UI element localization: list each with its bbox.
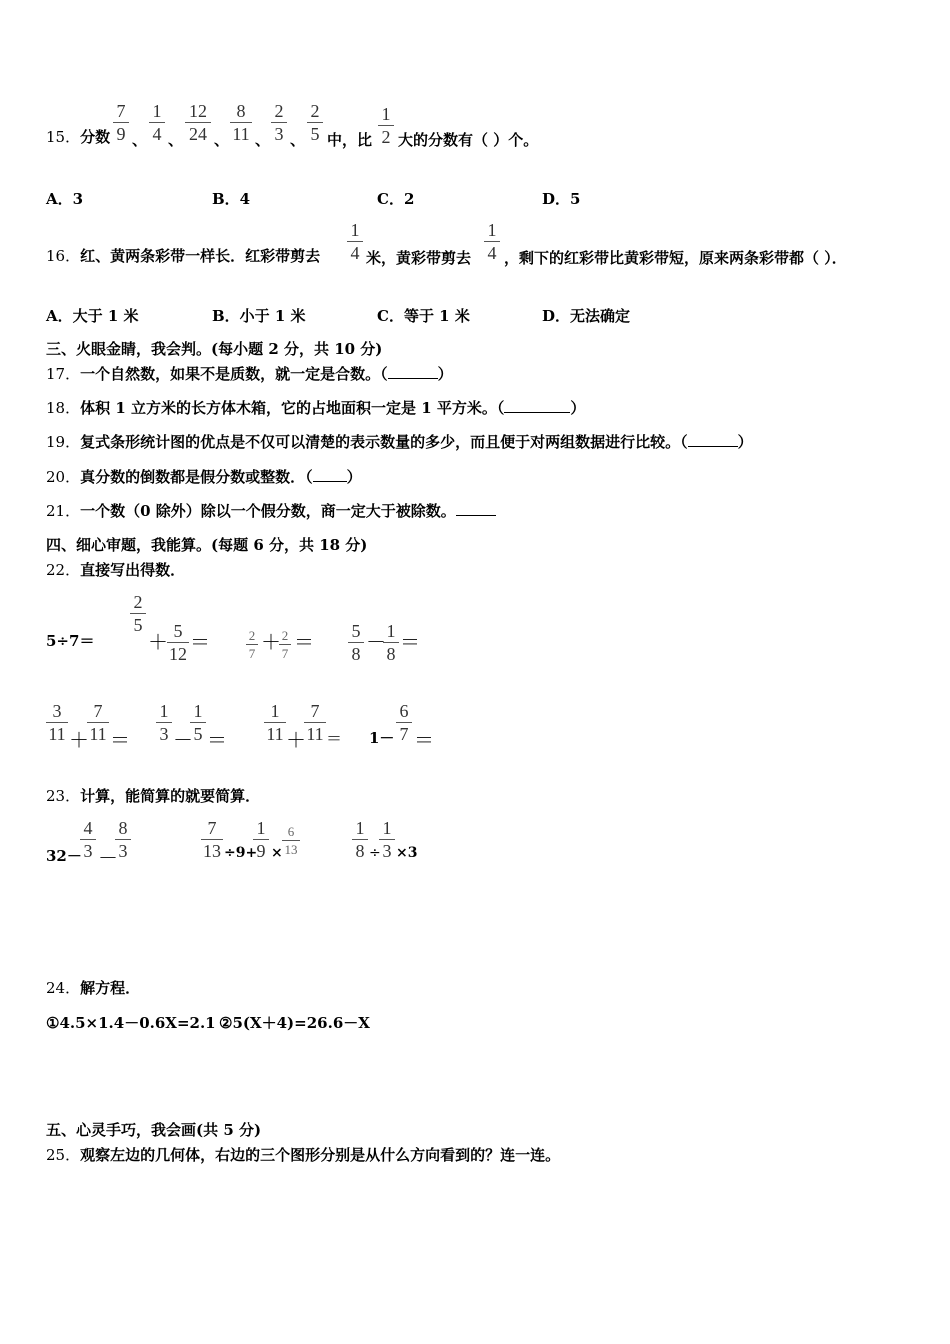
- fraction: 1 4: [347, 220, 363, 263]
- equals-sign: ＝: [190, 632, 210, 654]
- minus-sign: －: [173, 730, 193, 752]
- option-a[interactable]: A．3: [46, 190, 84, 208]
- fraction: 1 4: [149, 101, 165, 144]
- fraction: 2 5: [307, 101, 323, 144]
- answer-blank[interactable]: [388, 364, 438, 379]
- fraction: 1 3: [156, 701, 172, 744]
- equals-sign: ＝: [414, 730, 434, 752]
- q16-text: 红、黄两条彩带一样长．红彩带剪去: [80, 247, 321, 265]
- option-a[interactable]: A．大于 1 米: [46, 307, 139, 325]
- fraction: 7 9: [113, 101, 129, 144]
- equals-sign: ＝: [110, 730, 130, 752]
- expression: 32－: [46, 847, 82, 865]
- fraction: 1 11: [264, 701, 286, 744]
- separator: 、: [214, 131, 230, 149]
- q25-line: 25．观察左边的几何体，右边的三个图形分别是从什么方向看到的？连一连。: [46, 1146, 561, 1164]
- question-number: 16．: [46, 247, 81, 265]
- fraction: 8 11: [230, 101, 252, 144]
- fraction: 1 8: [352, 818, 368, 861]
- equals-sign: ＝: [294, 632, 314, 654]
- q24-line: 24．解方程．: [46, 979, 141, 997]
- fraction: 2 7: [246, 628, 258, 661]
- fraction: 1 4: [484, 220, 500, 263]
- answer-blank[interactable]: [313, 467, 347, 482]
- q15-prefix: 分数: [80, 128, 111, 146]
- fraction: 5 8: [348, 621, 364, 664]
- answer-blank[interactable]: [688, 432, 738, 447]
- fraction: 5 12: [169, 621, 187, 664]
- section-title: 四、细心审题，我能算。(每题 6 分，共 18 分): [46, 536, 368, 554]
- q20: 20．真分数的倒数都是假分数或整数．（ ）: [46, 468, 362, 486]
- equals-sign: ＝: [400, 632, 420, 654]
- fraction: 8 3: [115, 818, 131, 861]
- equation-2: ②5(X＋4)=26.6－X: [219, 1014, 370, 1032]
- fraction: 1 5: [190, 701, 206, 744]
- fraction: 4 3: [80, 818, 96, 861]
- fraction-half: 1 2: [378, 104, 394, 147]
- option-b[interactable]: B．4: [212, 190, 251, 208]
- fraction: 12 24: [185, 101, 211, 144]
- operator: ÷: [369, 845, 381, 861]
- fraction: 1 3: [379, 818, 395, 861]
- q22-line: 22．直接写出得数．: [46, 561, 186, 579]
- equation-1: ①4.5×1.4－0.6X=2.1: [46, 1014, 216, 1032]
- q21: 21．一个数（0 除外）除以一个假分数，商一定大于被除数。: [46, 501, 496, 521]
- equals-sign: ＝: [207, 730, 227, 752]
- answer-blank[interactable]: [504, 398, 570, 413]
- q23-line: 23．计算，能简算的就要简算．: [46, 787, 261, 805]
- minus-sign: －: [98, 848, 118, 870]
- option-b[interactable]: B．小于 1 米: [212, 307, 306, 325]
- q19: 19．复式条形统计图的优点是不仅可以清楚的表示数量的多少，而且便于对两组数据进行比较。（ ）: [46, 433, 753, 451]
- plus-sign: ＋: [148, 632, 168, 654]
- separator: 、: [290, 131, 306, 149]
- q15-suffix: 大的分数有（ ）个。: [398, 131, 539, 149]
- fraction: 1 9: [253, 818, 269, 861]
- q15-mid: 中，比: [327, 131, 373, 149]
- operator: ÷9+: [224, 845, 258, 861]
- section-title: 三、火眼金睛，我会判。(每小题 2 分，共 10 分): [46, 340, 383, 358]
- fraction: 6 13: [282, 824, 300, 857]
- answer-blank[interactable]: [456, 501, 496, 516]
- expression: 5÷7＝: [46, 632, 95, 650]
- expression: 1－: [369, 729, 395, 747]
- fraction: 3 11: [46, 701, 68, 744]
- q16-line: [46, 246, 320, 266]
- option-d[interactable]: D．无法确定: [542, 307, 631, 325]
- minus-sign: －: [366, 632, 386, 654]
- equals-sign: ＝: [326, 731, 343, 748]
- fraction: 2 7: [279, 628, 291, 661]
- fraction: 7 11: [87, 701, 109, 744]
- fraction: 7 11: [304, 701, 326, 744]
- option-d[interactable]: D．5: [542, 190, 581, 208]
- fraction: 2 3: [271, 101, 287, 144]
- q15-line: [46, 127, 110, 147]
- q16-text: ，剩下的红彩带比黄彩带短，原来两条彩带都（ ）．: [504, 249, 847, 267]
- separator: 、: [255, 131, 271, 149]
- q16-text: 米，黄彩带剪去: [366, 249, 472, 267]
- option-c[interactable]: C．等于 1 米: [377, 307, 470, 325]
- plus-sign: ＋: [261, 632, 281, 654]
- separator: 、: [168, 131, 184, 149]
- question-number: 15．: [46, 128, 81, 146]
- fraction: 2 5: [130, 592, 146, 635]
- fraction: 1 8: [383, 621, 399, 664]
- section-title: 五、心灵手巧，我会画(共 5 分): [46, 1121, 262, 1139]
- plus-sign: ＋: [69, 730, 89, 752]
- fraction: 7 13: [203, 818, 221, 861]
- operator: ×: [271, 845, 283, 861]
- option-c[interactable]: C．2: [377, 190, 415, 208]
- separator: 、: [132, 131, 148, 149]
- operator: ×3: [396, 845, 418, 861]
- q17: 17．一个自然数，如果不是质数，就一定是合数。（ ）: [46, 365, 453, 383]
- plus-sign: ＋: [286, 730, 306, 752]
- fraction: 6 7: [396, 701, 412, 744]
- q18: 18．体积 1 立方米的长方体木箱，它的占地面积一定是 1 平方米。（ ）: [46, 399, 586, 417]
